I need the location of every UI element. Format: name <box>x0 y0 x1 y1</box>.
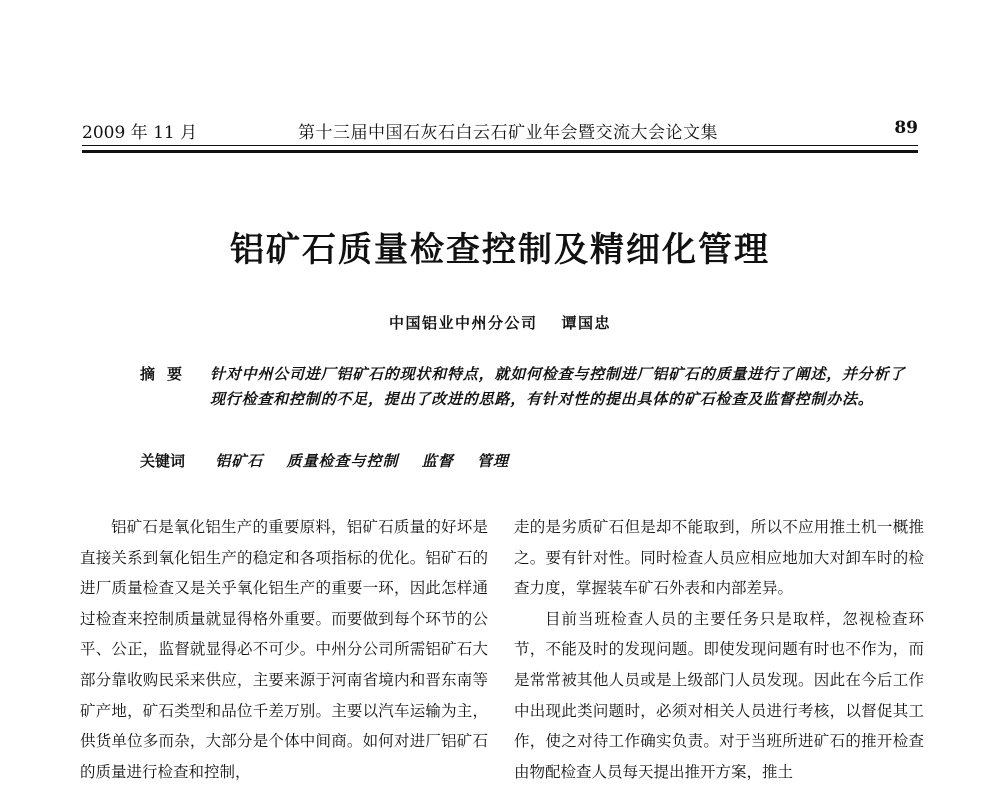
page-number: 89 <box>894 118 918 138</box>
abstract-block <box>140 362 920 412</box>
keywords-label: 关键词 <box>140 452 186 470</box>
body-column-left <box>80 512 488 787</box>
author-affiliation: 中国铝业中州分公司 <box>388 314 538 332</box>
running-header <box>82 118 918 144</box>
body-paragraph: 铝矿石是氧化铝生产的重要原料，铝矿石质量的好坏是直接关系到氧化铝生产的稳定和各项指标的优化。铝矿石的进厂质量检查又是关乎氧化铝生产的重要一环，因此怎样通过检查来控制质量就显得格外重要。而要做到每个环节的公平、公正，监督就显得必不可少。中州分公司所需铝矿石大部分靠收购民采来供应，主要来源于河南省境内和晋东南等矿产地，矿石类型和品位千差万别。主要以汽车运输为主，供货单位多而杂，大部分是个体中间商。如何对进厂铝矿石的质量进行检查和控制， <box>80 518 488 781</box>
abstract-label: 摘要 <box>140 365 195 383</box>
header-rule-thick <box>82 150 918 153</box>
author-name: 谭国忠 <box>561 314 612 332</box>
issue-date: 2009 年 11 月 <box>82 123 198 143</box>
keyword-item: 铝矿石 <box>215 452 264 470</box>
keyword-item: 监督 <box>421 452 454 470</box>
body-paragraph: 走的是劣质矿石但是却不能取到，所以不应用推土机一概推之。要有针对性。同时检查人员应相应地加大对卸车时的检查力度，掌握装车矿石外表和内部差异。 <box>514 518 924 598</box>
body-column-right <box>514 512 924 787</box>
keywords-block <box>140 450 920 471</box>
keyword-item: 管理 <box>476 452 509 470</box>
body-paragraph: 目前当班检查人员的主要任务只是取样，忽视检查环节，不能及时的发现问题。即使发现问题有时也不作为，而是常常被其他人员或是上级部门人员发现。因此在今后工作中出现此类问题时，必须对相关人员进行考核，以督促其工作，使之对待工作确实负责。对于当班所进矿石的推开检查由物配检查人员每天提出推开方案，推土 <box>514 609 924 781</box>
journal-title: 第十三届中国石灰石白云石矿业年会暨交流大会论文集 <box>298 123 718 143</box>
paper-title: 铝矿石质量检查控制及精细化管理 <box>230 230 770 270</box>
abstract-text: 针对中州公司进厂铝矿石的现状和特点，就如何检查与控制进厂铝矿石的质量进行了阐述，并分析了现行检查和控制的不足，提出了改进的思路，有针对性的提出具体的矿石检查及监督控制办法。 <box>210 365 906 408</box>
keyword-item: 质量检查与控制 <box>286 452 399 470</box>
author-line <box>0 312 1000 333</box>
header-rule-thin <box>82 145 918 146</box>
